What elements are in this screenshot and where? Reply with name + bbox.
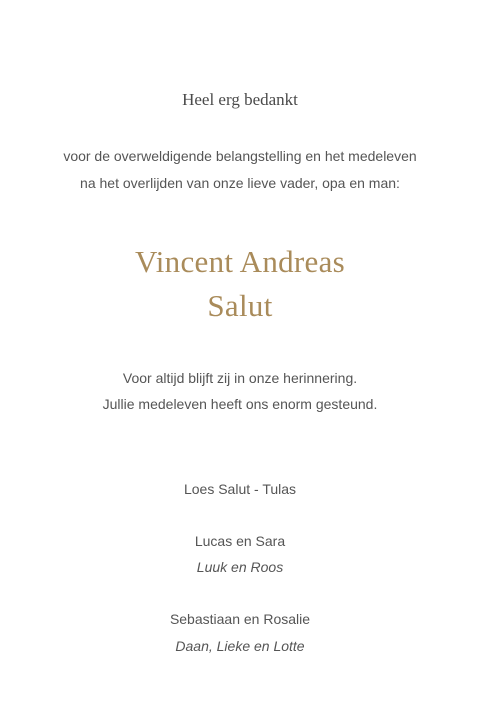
card-heading: Heel erg bedankt xyxy=(182,90,298,109)
family-member-children: Daan, Lieke en Lotte xyxy=(175,638,305,654)
memory-line-2: Jullie medeleven heeft ons enorm gesteund. xyxy=(102,396,378,412)
family-member-names: Sebastiaan en Rosalie xyxy=(169,611,311,627)
family-member-names: Lucas en Sara xyxy=(194,533,286,549)
family-member-children: Luuk en Roos xyxy=(196,559,284,575)
family-member-names: Loes Salut - Tulas xyxy=(183,481,297,497)
intro-line-2: na het overlijden van onze lieve vader, opa en man: xyxy=(80,175,400,191)
intro-line-1: voor de overweldigende belangstelling en het medeleven xyxy=(63,148,417,164)
deceased-name-first: Vincent Andreas xyxy=(134,244,346,279)
memory-line-1: Voor altijd blijft zij in onze herinnering. xyxy=(122,370,358,386)
deceased-name-last: Salut xyxy=(207,288,273,323)
